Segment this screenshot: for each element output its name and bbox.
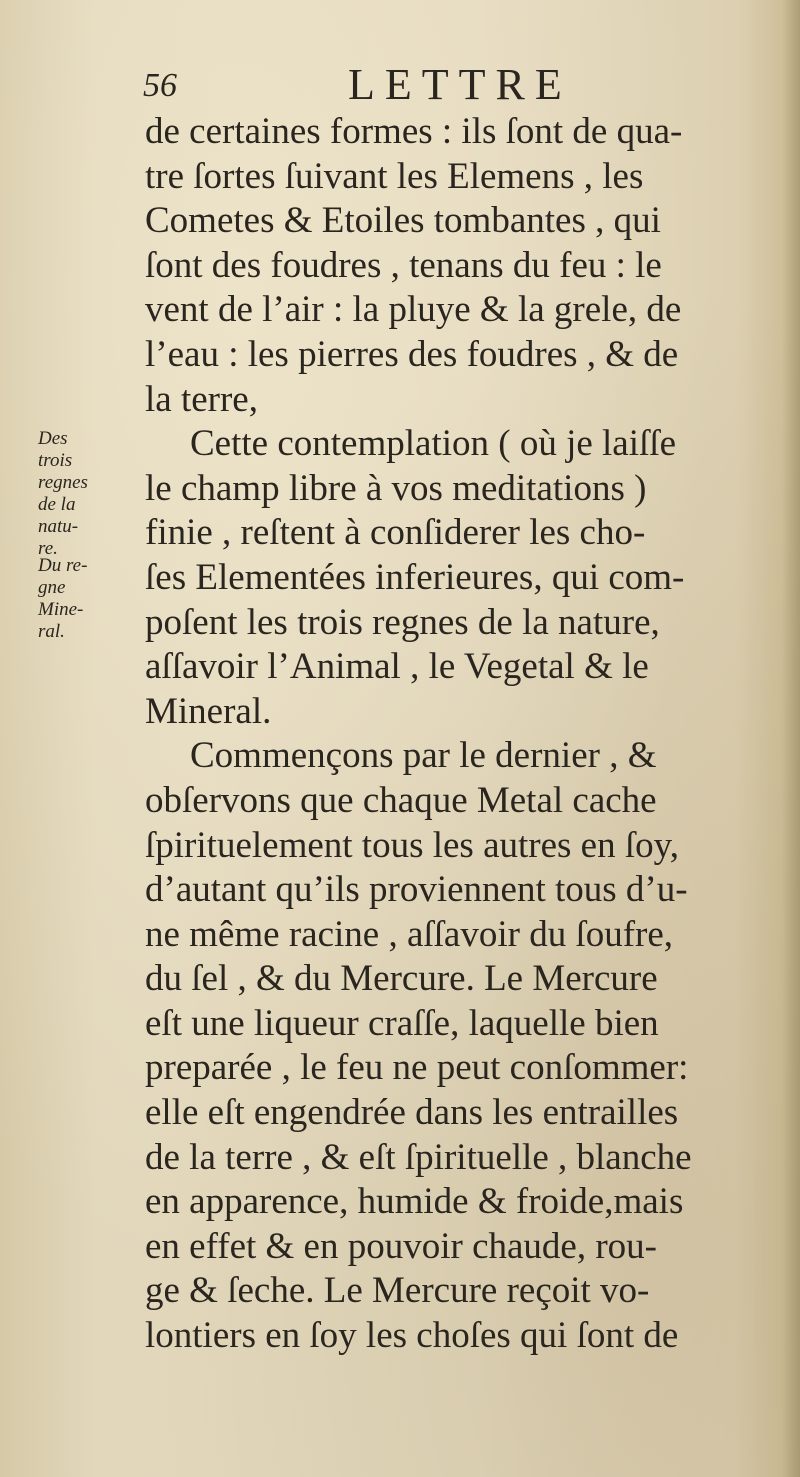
text-line: Mineral. (145, 690, 272, 732)
marginal-note-line: regnes (38, 472, 88, 493)
body-text (145, 110, 770, 1359)
text-line: Commençons par le dernier , & (190, 735, 657, 777)
marginal-note-line: gne (38, 577, 66, 598)
text-line: ſes Elementées inferieures, qui com- (145, 556, 685, 598)
text-line: poſent les trois regnes de la nature, (145, 601, 660, 643)
text-line: preparée , le feu ne peut conſommer: (145, 1047, 689, 1089)
page-header (143, 62, 783, 112)
text-line: en effet & en pouvoir chaude, rou- (145, 1225, 657, 1267)
text-line: du ſel , & du Mercure. Le Mercure (145, 958, 658, 1000)
text-line: elle eſt engendrée dans les entrailles (145, 1092, 679, 1134)
marginal-note-line: Du re- (38, 555, 88, 576)
marginal-note-line: Des (38, 428, 68, 449)
text-line: de la terre , & eſt ſpirituelle , blanche (145, 1136, 692, 1178)
page-number: 56 (143, 67, 177, 104)
marginal-note-line: trois (38, 450, 73, 471)
text-line: ne même racine , aſſavoir du ſoufre, (145, 913, 674, 955)
page-edge-shadow (782, 0, 800, 1477)
marginal-note-trois-regnes (38, 428, 133, 560)
running-title: LETTRE (348, 60, 572, 109)
text-line: finie , reſtent à conſiderer les cho- (145, 512, 646, 554)
text-line: eſt une liqueur craſſe, laquelle bien (145, 1002, 659, 1044)
marginal-note-line: re. (38, 538, 58, 559)
text-line: aſſavoir l’Animal , le Vegetal & le (145, 646, 649, 688)
text-line: de certaines formes : ils ſont de qua- (145, 111, 683, 152)
marginal-note-line: Mine- (38, 599, 84, 620)
text-line: ſont des foudres , tenans du feu : le (145, 244, 662, 286)
text-line: lontiers en ſoy les choſes qui ſont de (145, 1315, 679, 1357)
text-line: le champ libre à vos meditations ) (145, 467, 647, 509)
marginal-note-line: natu- (38, 516, 79, 537)
text-line: d’autant qu’ils proviennent tous d’u- (145, 869, 688, 911)
text-line: ſpirituelement tous les autres en ſoy, (145, 824, 679, 866)
marginal-note-line: ral. (38, 621, 65, 642)
marginal-note-regne-mineral (38, 555, 133, 643)
marginal-note-line: de la (38, 494, 76, 515)
text-line: Cometes & Etoiles tombantes , qui (145, 200, 661, 242)
text-line: tre ſortes ſuivant les Elemens , les (145, 155, 644, 197)
text-line: Cette contemplation ( où je laiſſe (190, 423, 676, 465)
text-line: vent de l’air : la pluye & la grele, de (145, 289, 682, 331)
text-line: ge & ſeche. Le Mercure reçoit vo- (145, 1270, 650, 1312)
text-line: la terre, (145, 378, 258, 420)
text-line: en apparence, humide & froide,mais (145, 1181, 684, 1223)
text-line: obſervons que chaque Metal cache (145, 779, 657, 821)
text-line: l’eau : les pierres des foudres , & de (145, 333, 679, 375)
